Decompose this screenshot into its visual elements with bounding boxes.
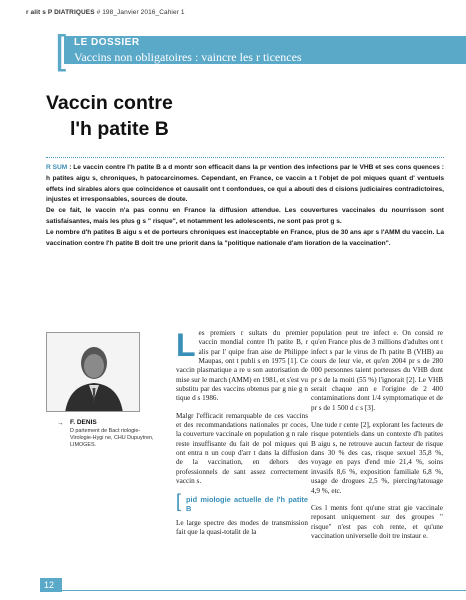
body-paragraph-intro-text: es premiers r sultats du premier vaccin mondial contre l'h patite B, r alis par l' quipe fran aise de Philippe Maupas, ont t publi s en 1975 [1]. Ce vaccin plasmatique a re u son autorisation de mise sur le march (AMM) en 1981, et s'est vu substitu par des vaccins obtenus par g nie g n tique d s 1986. <box>176 329 308 403</box>
footer-divider <box>62 590 466 591</box>
body-paragraph-6: Ces l ments font qu'une strat gie vaccinale reposant uniquement sur des groupes " risque" n'est pas coh rente, et qu'une vaccination universelle doit tre instaur e. <box>311 503 443 540</box>
banner-bracket-icon: [ <box>55 28 67 72</box>
section-heading-text: pid miologie actuelle de l'h patite B <box>186 494 308 513</box>
body-column-3 <box>311 329 443 549</box>
author-affiliation: D partement de Bact riologie-Virologie-Hygi ne, CHU Dupuytren, LIMOGES. <box>70 428 154 448</box>
body-paragraph-2: Malgr l'efficacit remarquable de ces vaccins et des recommandations nationales pr coces, la couverture vaccinale en population g n rale reste insuffisante du fait de pol miques qui ont entra n un coup d'arr t dans la diffusion de la vaccination, en dehors des professionnels de sant assez correctement vaccin s. <box>176 411 308 486</box>
author-arrow-icon: → <box>57 420 64 427</box>
banner-title: Vaccins non obligatoires : vaincre les r ticences <box>74 50 302 64</box>
abstract-divider <box>46 157 444 158</box>
article-title-line1: Vaccin contre <box>46 92 173 114</box>
author-name: F. DENIS <box>70 419 97 426</box>
author-portrait-image <box>47 333 140 412</box>
banner-kicker: LE DOSSIER <box>74 37 140 48</box>
body-paragraph-4: population peut tre infect e. On consid re qu'en France plus de 3 millions d'adultes ont t infect s par le virus de l'h patite B (VHB) au cours de leur vie, et qu'en 2004 pr s de 280 000 personnes taient porteuses du VHB dont pr s de la moiti (55 %) l'ignorait [2]. Le VHB serait chaque ann e l'origine de 2 400 contaminations dont 1/4 symptomatique et de pr s de 1 500 d c s [3]. <box>311 329 443 412</box>
body-paragraph-intro <box>176 329 308 404</box>
body-column-2 <box>176 329 308 545</box>
body-paragraph-3: Le large spectre des modes de transmission fait que la quasi-totalit de la <box>176 518 308 536</box>
section-heading <box>176 490 308 513</box>
abstract <box>46 163 444 249</box>
abstract-paragraph-2: De ce fait, le vaccin n'a pas connu en France la diffusion attendue. Les couvertures vaccinales du nourrisson sont satisfaisantes, mais les plus g s " risque", et notamment les adolescents, ne sont pas prot g s. <box>46 207 444 225</box>
issue-info: # 198_Janvier 2016_Cahier 1 <box>96 9 185 16</box>
abstract-text-1: : Le vaccin contre l'h patite B a d montr son efficacit dans la pr vention des infections par le VHB et ses cons quences : h patites aigu s, chroniques, h patocarcinomes. Cependant, en France, ce vaccin a t l'objet de pol miques quant d' ventuels effets ind sirables alors que coïncidence et causalit ont t confondues, ce qui a abouti des d cisions judiciaires contradictoires, injustes et irresponsables, sources de doute. <box>46 164 445 204</box>
abstract-label: R SUM <box>46 164 68 171</box>
abstract-paragraph-3: Le nombre d'h patites B aigu s et de porteurs chroniques est inacceptable en France, plus de 30 ans apr s l'AMM du vaccin. La vaccination contre l'h patite B doit tre une priorit dans la "politique nationale d'am lioration de la vaccination". <box>46 228 444 247</box>
article-title-line2: l'h patite B <box>70 118 169 140</box>
running-header <box>26 9 185 16</box>
section-bracket-icon: [ <box>176 490 182 511</box>
journal-name: r alit s P DIATRIQUES <box>26 9 95 16</box>
abstract-paragraph-1 <box>46 163 444 206</box>
body-paragraph-5: Une tude r cente [2], explorant les facteurs de risque potentiels dans un contexte d'h patites B aigu s, ne retrouve aucun facteur de risque dans 30 % des cas, risque sexuel 35,8 %, voyage en pays d'end mie 21,4 %, soins invasifs 8,6 %, exposition familiale 6,8 %, usage de drogues 2,5 %, piercing/tatouage 4,9 %, etc. <box>311 421 443 495</box>
author-photo <box>46 332 140 412</box>
page-number: 12 <box>44 580 55 590</box>
drop-cap: L <box>176 327 196 363</box>
